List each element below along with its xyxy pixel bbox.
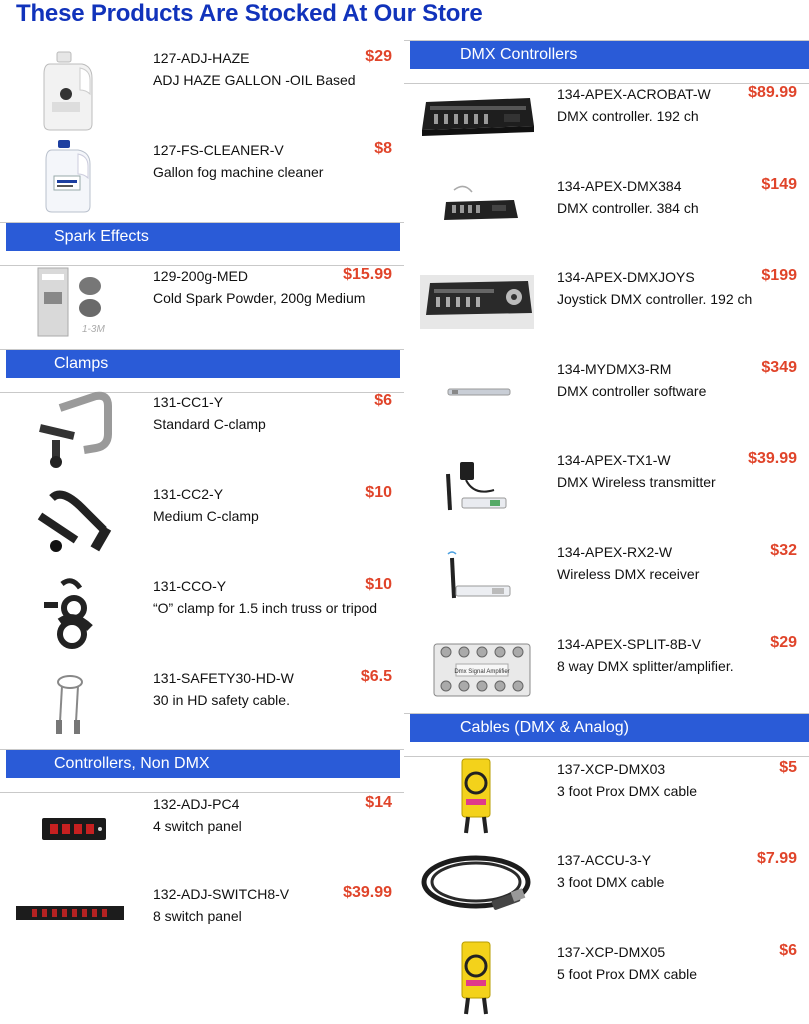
product-price: $7.99: [756, 850, 797, 867]
wireless-transmitter-icon: [404, 446, 549, 532]
product-cold-spark[interactable]: [0, 262, 400, 342]
product-description: DMX controller. 384 ch: [557, 200, 699, 216]
product-description: 5 foot Prox DMX cable: [557, 966, 698, 982]
product-code: 134-APEX-ACROBAT-W: [557, 86, 711, 102]
section-title: Cables (DMX & Analog): [410, 714, 809, 742]
product-price: $199: [761, 267, 797, 284]
dmx-384-icon: [404, 172, 549, 258]
product-rx2[interactable]: [404, 538, 809, 624]
product-pc4[interactable]: [0, 790, 400, 870]
section-header-controllers-non-dmx: [0, 749, 404, 793]
product-description: Standard C-clamp: [153, 416, 266, 432]
product-code: 134-APEX-TX1-W: [557, 452, 671, 468]
switch-panel-4-icon: [0, 790, 140, 870]
product-description: DMX controller. 192 ch: [557, 108, 699, 124]
product-code: 137-XCP-DMX05: [557, 944, 666, 960]
section-header-dmx-controllers: [404, 40, 809, 84]
product-accu3[interactable]: [404, 846, 809, 932]
product-code: 134-APEX-DMX384: [557, 178, 682, 194]
product-price: $10: [365, 484, 392, 501]
packaged-cable-icon: [404, 755, 549, 841]
product-description: 3 foot DMX cable: [557, 874, 665, 890]
product-price: $10: [365, 576, 392, 593]
dmx-interface-icon: [404, 355, 549, 441]
section-title: DMX Controllers: [410, 41, 809, 69]
product-code: 127-ADJ-HAZE: [153, 50, 250, 66]
product-haze[interactable]: [0, 44, 400, 134]
product-cc1[interactable]: [0, 388, 400, 476]
product-price: $8: [374, 140, 392, 157]
product-code: 137-ACCU-3-Y: [557, 852, 652, 868]
product-code: 134-APEX-DMXJOYS: [557, 269, 695, 285]
product-code: 131-SAFETY30-HD-W: [153, 670, 294, 686]
product-code: 131-CCO-Y: [153, 578, 227, 594]
switch-panel-8-icon: [0, 880, 140, 960]
page-title: These Products Are Stocked At Our Store: [16, 0, 483, 27]
product-price: $29: [770, 634, 797, 651]
safety-cable-icon: [0, 664, 140, 742]
dmx-console-icon: [404, 80, 549, 166]
product-description: Medium C-clamp: [153, 508, 259, 524]
o-clamp-icon: [0, 572, 140, 660]
section-title: Spark Effects: [6, 223, 400, 251]
section-header-cables: [404, 713, 809, 757]
splitter-label: Dmx Signal Amplifier: [454, 669, 510, 675]
wireless-receiver-icon: [404, 538, 549, 624]
product-price: $39.99: [343, 884, 392, 901]
product-price: $39.99: [748, 450, 797, 467]
section-header-spark-effects: [0, 222, 404, 266]
product-description: Joystick DMX controller. 192 ch: [557, 291, 753, 307]
product-price: $6.5: [360, 668, 392, 685]
section-title: Clamps: [6, 350, 400, 378]
packaged-cable-icon: [404, 938, 549, 1022]
product-code: 134-APEX-RX2-W: [557, 544, 673, 560]
product-description: “O” clamp for 1.5 inch truss or tripod: [153, 600, 378, 616]
dmx-splitter-icon: [404, 630, 549, 710]
medium-clamp-icon: [0, 480, 140, 568]
product-cco[interactable]: [0, 572, 400, 660]
product-description: 30 in HD safety cable.: [153, 692, 290, 708]
product-price: $29: [365, 48, 392, 65]
product-price: $349: [761, 359, 797, 376]
product-description: Wireless DMX receiver: [557, 566, 700, 582]
product-dmx03[interactable]: [404, 755, 809, 841]
product-switch8[interactable]: [0, 880, 400, 960]
product-code: 129-200g-MED: [153, 268, 248, 284]
product-acrobat[interactable]: [404, 80, 809, 166]
product-description: 8 switch panel: [153, 908, 242, 924]
product-dmx384[interactable]: [404, 172, 809, 258]
spark-bag-label: 1-3M: [82, 324, 105, 335]
product-split8b[interactable]: [404, 630, 809, 710]
product-code: 127-FS-CLEANER-V: [153, 142, 284, 158]
product-cleaner[interactable]: [0, 136, 400, 216]
product-price: $14: [365, 794, 392, 811]
product-price: $15.99: [343, 266, 392, 283]
product-code: 134-APEX-SPLIT-8B-V: [557, 636, 701, 652]
haze-jug-icon: [0, 44, 140, 134]
cleaner-jug-icon: [0, 136, 140, 216]
product-price: $5: [779, 759, 797, 776]
product-dmxjoys[interactable]: [404, 263, 809, 349]
c-clamp-icon: [0, 388, 140, 476]
product-price: $32: [770, 542, 797, 559]
product-code: 137-XCP-DMX03: [557, 761, 666, 777]
product-price: $89.99: [748, 84, 797, 101]
product-dmx05[interactable]: [404, 938, 809, 1022]
product-price: $6: [374, 392, 392, 409]
product-description: DMX Wireless transmitter: [557, 474, 716, 490]
product-description: DMX controller software: [557, 383, 707, 399]
product-mydmx3[interactable]: [404, 355, 809, 441]
product-price: $6: [779, 942, 797, 959]
product-code: 132-ADJ-SWITCH8-V: [153, 886, 290, 902]
spark-powder-icon: [0, 262, 140, 342]
product-code: 131-CC2-Y: [153, 486, 224, 502]
coiled-cable-icon: [404, 846, 549, 932]
product-cc2[interactable]: [0, 480, 400, 568]
product-description: 4 switch panel: [153, 818, 242, 834]
section-title: Controllers, Non DMX: [6, 750, 400, 778]
product-description: 8 way DMX splitter/amplifier.: [557, 658, 734, 674]
product-safety-cable[interactable]: [0, 664, 400, 742]
product-code: 134-MYDMX3-RM: [557, 361, 672, 377]
joystick-controller-icon: [404, 263, 549, 349]
product-price: $149: [761, 176, 797, 193]
product-code: 132-ADJ-PC4: [153, 796, 240, 812]
product-description: Gallon fog machine cleaner: [153, 164, 324, 180]
product-description: Cold Spark Powder, 200g Medium: [153, 290, 366, 306]
product-code: 131-CC1-Y: [153, 394, 224, 410]
section-header-clamps: [0, 349, 404, 393]
product-tx1[interactable]: [404, 446, 809, 532]
product-description: ADJ HAZE GALLON -OIL Based: [153, 72, 356, 88]
product-description: 3 foot Prox DMX cable: [557, 783, 698, 799]
